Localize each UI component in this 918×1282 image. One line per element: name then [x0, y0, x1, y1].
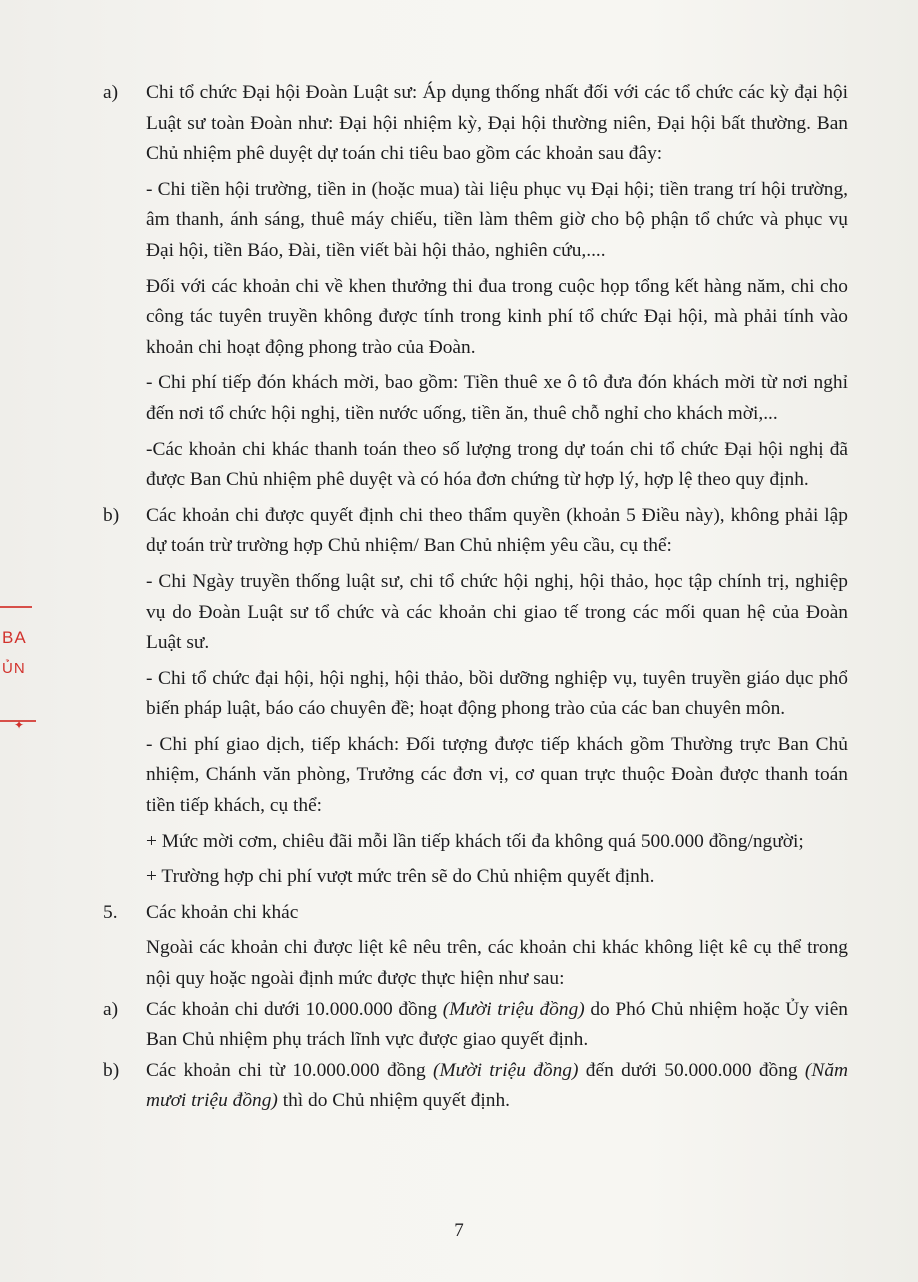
section-title: Các khoản chi khác: [146, 901, 299, 923]
item-marker: b): [103, 504, 120, 526]
red-stamp-fragment: [0, 590, 40, 750]
item-marker: a): [103, 82, 119, 103]
item-text: thì do Chủ nhiệm quyết định.: [277, 1090, 511, 1112]
stamp-text-line-2: ỦN: [2, 660, 26, 677]
amount-in-words: (Năm mươi triệu đồng): [146, 1059, 849, 1112]
page-number: 7: [454, 1220, 464, 1241]
item-text: Các khoản chi được quyết định chi theo thẩm quyền (khoản 5 Điều này), không phải lập dự toán trừ trường hợp Chủ nhiệm/ Ban Chủ nhiệm yêu cầu, cụ thể:: [146, 504, 848, 557]
paragraph-a-2: Đối với các khoản chi về khen thưởng thi đua trong cuộc họp tổng kết hàng năm, chi cho công tác tuyên truyền không được tính trong kinh phí tổ chức Đại hội, mà phải tính vào khoản chi hoạt động phong trào của Đoàn.: [146, 275, 848, 358]
item-5a: [103, 995, 848, 1056]
item-marker: b): [103, 1059, 120, 1081]
paragraph-b-4: + Mức mời cơm, chiêu đãi mỗi lần tiếp khách tối đa không quá 500.000 đồng/người;: [146, 830, 804, 852]
paragraph-5-intro: Ngoài các khoản chi được liệt kê nêu trên, các khoản chi khác không liệt kê cụ thể trong nội quy hoặc ngoài định mức được thực hiện như sau:: [146, 937, 848, 990]
section-number: 5.: [103, 901, 118, 923]
item-marker: a): [103, 998, 119, 1020]
paragraph-a-3: - Chi phí tiếp đón khách mời, bao gồm: Tiền thuê xe ô tô đưa đón khách mời từ nơi nghỉ đến nơi tổ chức hội nghị, tiền nước uống, tiền ăn, thuê chỗ nghỉ cho khách mời,...: [146, 372, 848, 424]
paragraph-a-4: -Các khoản chi khác thanh toán theo số lượng trong dự toán chi tổ chức Đại hội nghị đã được Ban Chủ nhiệm phê duyệt và có hóa đơn chứng từ hợp lý, hợp lệ theo quy định.: [146, 438, 848, 491]
item-a-intro: [103, 78, 848, 170]
stamp-line: [0, 606, 32, 608]
amount-in-words: (Mười triệu đồng): [442, 998, 585, 1020]
item-5b: [103, 1056, 848, 1117]
paragraph-b-1: - Chi Ngày truyền thống luật sư, chi tổ chức hội nghị, hội thảo, học tập chính trị, nghiệp vụ do Đoàn Luật sư tổ chức và các khoản chi giao tế trong các mối quan hệ của Đoàn Luật sư.: [146, 570, 848, 654]
item-text: Các khoản chi từ 10.000.000 đồng: [146, 1059, 434, 1081]
item-text: do Phó Chủ nhiệm hoặc Ủy viên Ban Chủ nhiệm phụ trách lĩnh vực được giao quyết định.: [146, 998, 848, 1051]
stamp-star-icon: ✦: [14, 718, 26, 732]
item-text: Các khoản chi dưới 10.000.000 đồng: [146, 998, 443, 1020]
paragraph-b-2: - Chi tổ chức đại hội, hội nghị, hội thảo, bồi dưỡng nghiệp vụ, tuyên truyền giáo dục phổ biến pháp luật, báo cáo chuyên đề; hoạt động phong trào của các ban chuyên môn.: [146, 667, 848, 720]
item-text: đến dưới 50.000.000 đồng: [578, 1059, 805, 1081]
paragraph-b-3: - Chi phí giao dịch, tiếp khách: Đối tượng được tiếp khách gồm Thường trực Ban Chủ nhiệm, Chánh văn phòng, Trưởng các đơn vị, cơ quan trực thuộc Đoàn được thanh toán tiền tiếp khách, cụ thể:: [146, 733, 848, 817]
paragraph-a-1: - Chi tiền hội trường, tiền in (hoặc mua) tài liệu phục vụ Đại hội; tiền trang trí hội trường, âm thanh, ánh sáng, thuê máy chiếu, tiền làm thêm giờ cho bộ phận tổ chức và phục vụ Đại hội, tiền Báo, Đài, tiền viết bài hội thảo, nghiên cứu,....: [146, 178, 848, 261]
item-b-intro: [103, 501, 848, 562]
amount-in-words: (Mười triệu đồng): [433, 1059, 579, 1081]
paragraph-b-5: + Trường hợp chi phí vượt mức trên sẽ do Chủ nhiệm quyết định.: [146, 866, 655, 888]
document-body: [103, 78, 848, 1117]
section-5-heading: [103, 898, 848, 929]
item-text: Chi tổ chức Đại hội Đoàn Luật sư: Áp dụng thống nhất đối với các tổ chức các kỳ đại hội Luật sư toàn Đoàn như: Đại hội nhiệm kỳ, Đại hội thường niên, Đại hội bất thường. Ban Chủ nhiệm phê duyệt dự toán chi tiêu bao gồm các khoản sau đây:: [146, 82, 848, 165]
stamp-text-line-1: BA: [2, 628, 27, 647]
